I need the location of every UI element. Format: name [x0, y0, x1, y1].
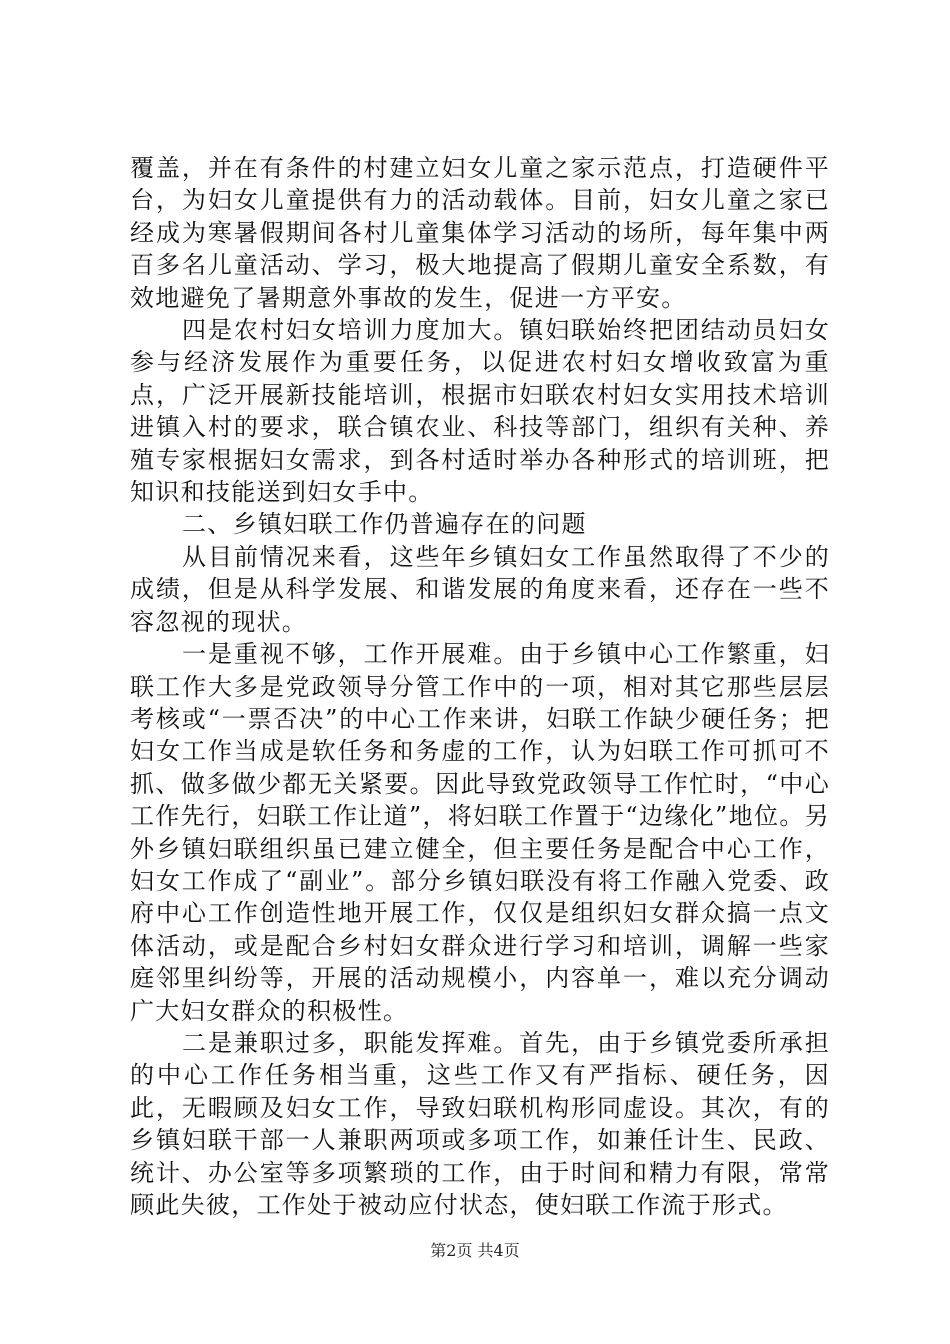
paragraph-women-training: 四是农村妇女培训力度加大。镇妇联始终把团结动员妇女参与经济发展作为重要任务，以促进农村妇女增收致富为重点，广泛开展新技能培训，根据市妇联农村妇女实用技术培训进镇入村的要求，联合镇农业、科技等部门，组织有关种、养殖专家根据妇女需求，到各村适时举办各种形式的培训班，把知识和技能送到妇女手中。 — [130, 316, 830, 507]
page-footer — [0, 1241, 950, 1261]
paragraph-insufficient-attention: 一是重视不够，工作开展难。由于乡镇中心工作繁重，妇联工作大多是党政领导分管工作中的一项，相对其它那些层层考核或“一票否决”的中心工作来讲，妇联工作缺少硬任务；把妇女工作当成是软任务和务虚的工作，认为妇联工作可抓可不抓、做多做少都无关紧要。因此导致党政领导工作忙时，“中心工作先行，妇联工作让道”，将妇联工作置于“边缘化”地位。另外乡镇妇联组织虽已建立健全，但主要任务是配合中心工作，妇女工作成了“副业”。部分乡镇妇联没有将工作融入党委、政府中心工作创造性地开展工作，仅仅是组织妇女群众搞一点文体活动，或是配合乡村妇女群众进行学习和培训，调解一些家庭邻里纠纷等，开展的活动规模小，内容单一，难以充分调动广大妇女群众的积极性。 — [130, 640, 830, 1025]
paragraph-continued: 覆盖，并在有条件的村建立妇女儿童之家示范点，打造硬件平台，为妇女儿童提供有力的活动载体。目前，妇女儿童之家已经成为寒暑假期间各村儿童集体学习活动的场所，每年集中两百多名儿童活动、学习，极大地提高了假期儿童安全系数，有效地避免了暑期意外事故的发生，促进一方平安。 — [130, 154, 830, 312]
document-body — [130, 152, 830, 1221]
paragraph-current-situation: 从目前情况来看，这些年乡镇妇女工作虽然取得了不少的成绩，但是从科学发展、和谐发展的角度来看，还存在一些不容忽视的现状。 — [130, 542, 830, 636]
page-number: 第2页 共4页 — [430, 1241, 520, 1260]
paragraph-too-many-concurrent-posts: 二是兼职过多，职能发挥难。首先，由于乡镇党委所承担的中心工作任务相当重，这些工作又有严指标、硬任务，因此，无暇顾及妇女工作，导致妇联机构形同虚设。其次，有的乡镇妇联干部一人兼职两项或多项工作，如兼任计生、民政、统计、办公室等多项繁琐的工作，由于时间和精力有限，常常顾此失彼，工作处于被动应付状态，使妇联工作流于形式。 — [130, 1028, 830, 1219]
section-heading: 二、乡镇妇联工作仍普遍存在的问题 — [182, 510, 587, 539]
